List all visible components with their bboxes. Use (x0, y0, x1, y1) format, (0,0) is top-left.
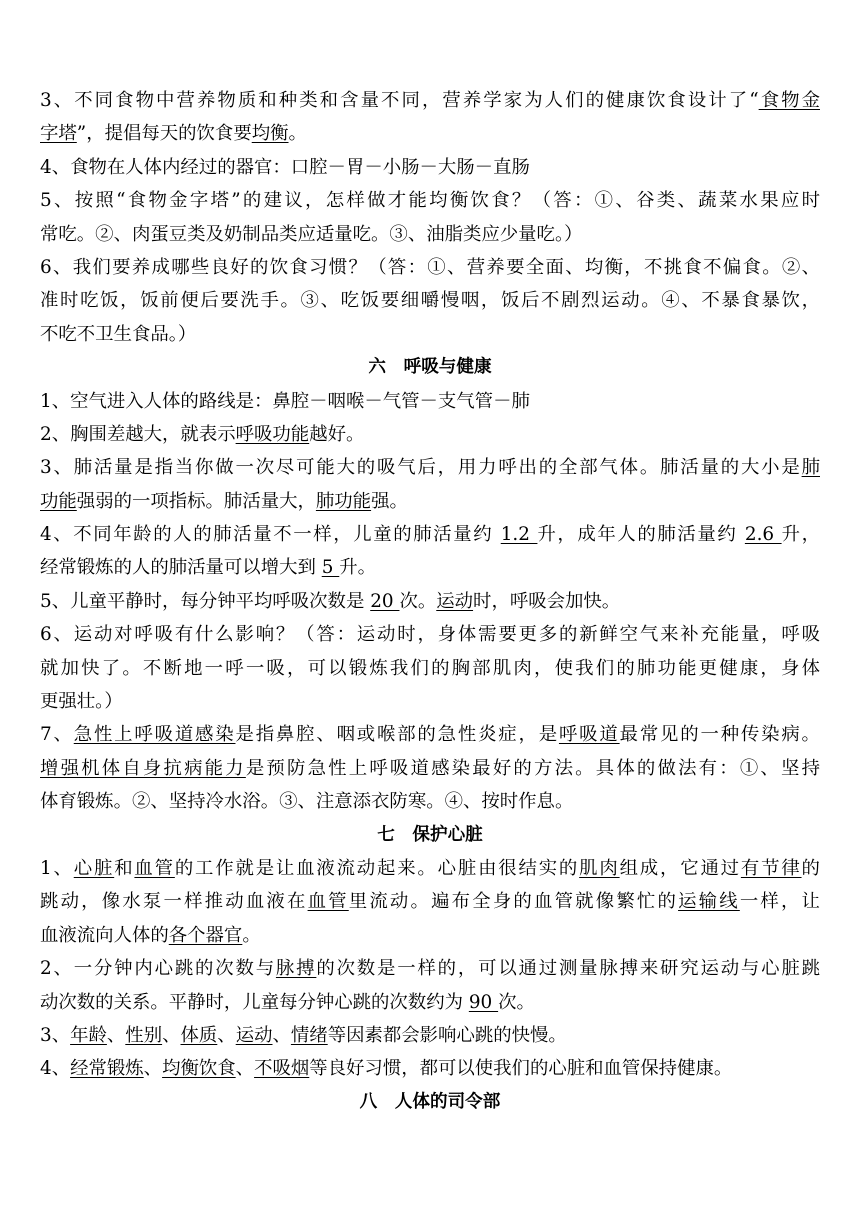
text-segment: 动次数的关系。平静时，儿童每分钟心跳的次数约为 (40, 991, 469, 1013)
text-segment: 、 (235, 1058, 255, 1080)
text-line (40, 885, 820, 918)
underlined-term: 肺功能 (315, 490, 372, 512)
underlined-term: 运动 (235, 1024, 273, 1046)
text-line (40, 785, 820, 818)
underlined-term: 20 (370, 590, 400, 612)
text-segment: 、 (217, 1024, 236, 1046)
text-segment: 八 人体的司令部 (359, 1091, 501, 1112)
text-segment: 里流动。遍布全身的血管就像繁忙的 (348, 891, 679, 913)
text-segment: 、 (162, 1024, 181, 1046)
underlined-term: 血管 (307, 891, 349, 913)
text-segment: 的 (801, 857, 820, 879)
text-segment: 升，成年人的肺活量约 (537, 524, 745, 546)
text-line (40, 385, 820, 418)
text-segment: 最常见的一种传染病。 (619, 724, 820, 746)
underlined-term: 年龄 (70, 1024, 107, 1046)
underlined-term: 字塔 (40, 123, 77, 145)
underlined-term: 不吸烟 (254, 1058, 310, 1080)
text-segment: 5、按照“食物金字塔”的建议，怎样做才能均衡饮食？（答：①、谷类、蔬菜水果应时 (40, 190, 820, 212)
text-segment: 。 (288, 123, 307, 145)
underlined-term: 功能 (40, 490, 77, 512)
underlined-term: 急性上呼吸道感染 (73, 724, 236, 746)
underlined-term: 性别 (125, 1024, 163, 1046)
text-segment: 3、不同食物中营养物质和种类和含量不同，营养学家为人们的健康饮食设计了“ (40, 90, 759, 111)
text-line (40, 685, 820, 718)
underlined-term: 肺 (801, 457, 820, 479)
text-segment: 4、食物在人体内经过的器官：口腔－胃－小肠－大肠－直肠 (40, 156, 530, 178)
text-segment: 等良好习惯，都可以使我们的心脏和血管保持健康。 (309, 1058, 733, 1080)
underlined-term: 增强机体自身抗病能力 (40, 757, 246, 779)
underlined-term: 体质 (180, 1024, 218, 1046)
text-line (40, 986, 820, 1019)
text-segment: 4、不同年龄的人的肺活量不一样，儿童的肺活量约 (40, 524, 501, 546)
text-segment: 的工作就是让血液流动起来。心脏由很结实的 (174, 857, 580, 879)
text-segment: 1、空气进入人体的路线是：鼻腔－咽喉－气管－支气管－肺 (40, 390, 530, 412)
text-line (40, 585, 820, 618)
text-segment: 升， (781, 524, 820, 546)
text-line (40, 852, 820, 885)
text-segment: 和 (114, 857, 135, 879)
underlined-term: 情绪 (290, 1024, 328, 1046)
text-segment: 强弱的一项指标。肺活量大， (76, 490, 316, 512)
underlined-term: 有节律 (740, 857, 802, 879)
text-segment: 7、 (40, 724, 74, 746)
text-line (40, 418, 820, 451)
text-line (40, 618, 820, 651)
underlined-term: 脉搏 (275, 958, 317, 980)
underlined-term: 血管 (134, 857, 175, 879)
underlined-term: 食物金 (758, 90, 820, 111)
text-segment: 更强壮。） (40, 691, 123, 713)
text-line (40, 551, 820, 584)
underlined-term: 运动 (436, 590, 474, 612)
section-heading (40, 1086, 820, 1119)
text-segment: 4、 (40, 1058, 71, 1080)
text-segment: 1、 (40, 857, 74, 879)
text-segment: 的次数是一样的，可以通过测量脉搏来研究运动与心脏跳 (316, 958, 820, 980)
text-line (40, 84, 820, 117)
text-segment: 组成，它通过 (619, 857, 741, 879)
text-line (40, 752, 820, 785)
text-segment: 升。 (339, 557, 377, 579)
text-segment: 2、胸围差越大，就表示 (40, 423, 236, 445)
underlined-term: 呼吸道 (558, 724, 620, 746)
text-segment: 体育锻炼。②、坚持冷水浴。③、注意添衣防寒。④、按时作息。 (40, 791, 574, 813)
text-line (40, 485, 820, 518)
underlined-term: 1.2 (500, 524, 538, 546)
text-segment: 。 (242, 924, 261, 946)
section-heading (40, 351, 820, 384)
text-line (40, 251, 820, 284)
text-line (40, 652, 820, 685)
text-line (40, 318, 820, 351)
text-segment: 3、肺活量是指当你做一次尽可能大的吸气后，用力呼出的全部气体。肺活量的大小是 (40, 457, 802, 479)
text-line (40, 184, 820, 217)
text-segment: 次。 (399, 590, 437, 612)
text-segment: 跳动，像水泵一样推动血液在 (40, 891, 308, 913)
text-line (40, 1019, 820, 1052)
text-line (40, 1052, 820, 1085)
underlined-term: 运输线 (678, 891, 740, 913)
text-segment: 2、一分钟内心跳的次数与 (40, 958, 276, 980)
text-segment: 常吃。②、肉蛋豆类及奶制品类应适量吃。③、油脂类应少量吃。） (40, 223, 583, 245)
section-heading (40, 819, 820, 852)
underlined-term: 5 (321, 557, 340, 579)
text-segment: 5、儿童平静时，每分钟平均呼吸次数是 (40, 590, 371, 612)
text-segment: 是指鼻腔、咽或喉部的急性炎症，是 (235, 724, 559, 746)
underlined-term: 各个器官 (168, 924, 243, 946)
text-line (40, 952, 820, 985)
text-line (40, 518, 820, 551)
text-segment: 血液流向人体的 (40, 924, 169, 946)
text-segment: 、 (272, 1024, 291, 1046)
underlined-term: 90 (468, 991, 499, 1013)
text-segment: 六 呼吸与健康 (368, 357, 492, 378)
text-segment: 、 (143, 1058, 163, 1080)
text-segment: 经常锻炼的人的肺活量可以增大到 (40, 557, 322, 579)
text-segment: 不吃不卫生食品。） (40, 323, 197, 345)
underlined-term: 经常锻炼 (70, 1058, 144, 1080)
text-segment: 、 (106, 1024, 126, 1046)
text-segment: 6、我们要养成哪些良好的饮食习惯？（答：①、营养要全面、均衡，不挑食不偏食。②、 (40, 256, 820, 278)
underlined-term: 心脏 (73, 857, 115, 879)
text-segment: 七 保护心脏 (377, 824, 483, 845)
text-segment: 越好。 (309, 423, 365, 445)
underlined-term: 肌肉 (579, 857, 620, 879)
text-segment: 次。 (498, 991, 535, 1013)
text-line (40, 284, 820, 317)
text-line (40, 218, 820, 251)
underlined-term: 呼吸功能 (235, 423, 310, 445)
underlined-term: 均衡 (251, 123, 289, 145)
text-segment: 3、 (40, 1024, 71, 1046)
text-segment: 是预防急性上呼吸道感染最好的方法。具体的做法有：①、坚持 (245, 757, 820, 779)
text-line (40, 151, 820, 184)
text-line (40, 919, 820, 952)
text-segment: 就加快了。不断地一呼一吸，可以锻炼我们的胸部肌肉，使我们的肺功能更健康，身体 (40, 657, 820, 679)
text-line (40, 117, 820, 150)
underlined-term: 2.6 (744, 524, 782, 546)
underlined-term: 均衡饮食 (162, 1058, 236, 1080)
text-line (40, 451, 820, 484)
text-segment: 等因素都会影响心跳的快慢。 (327, 1024, 567, 1046)
text-segment: 准时吃饭，饭前便后要洗手。③、吃饭要细嚼慢咽，饭后不剧烈运动。④、不暴食暴饮， (40, 290, 820, 312)
text-segment: 强。 (371, 490, 408, 512)
text-line (40, 718, 820, 751)
text-segment: 一样，让 (739, 891, 820, 913)
text-segment: 6、运动对呼吸有什么影响？（答：运动时，身体需要更多的新鲜空气来补充能量，呼吸 (40, 624, 820, 646)
text-segment: ”，提倡每天的饮食要 (76, 123, 252, 145)
text-segment: 时，呼吸会加快。 (473, 590, 621, 612)
